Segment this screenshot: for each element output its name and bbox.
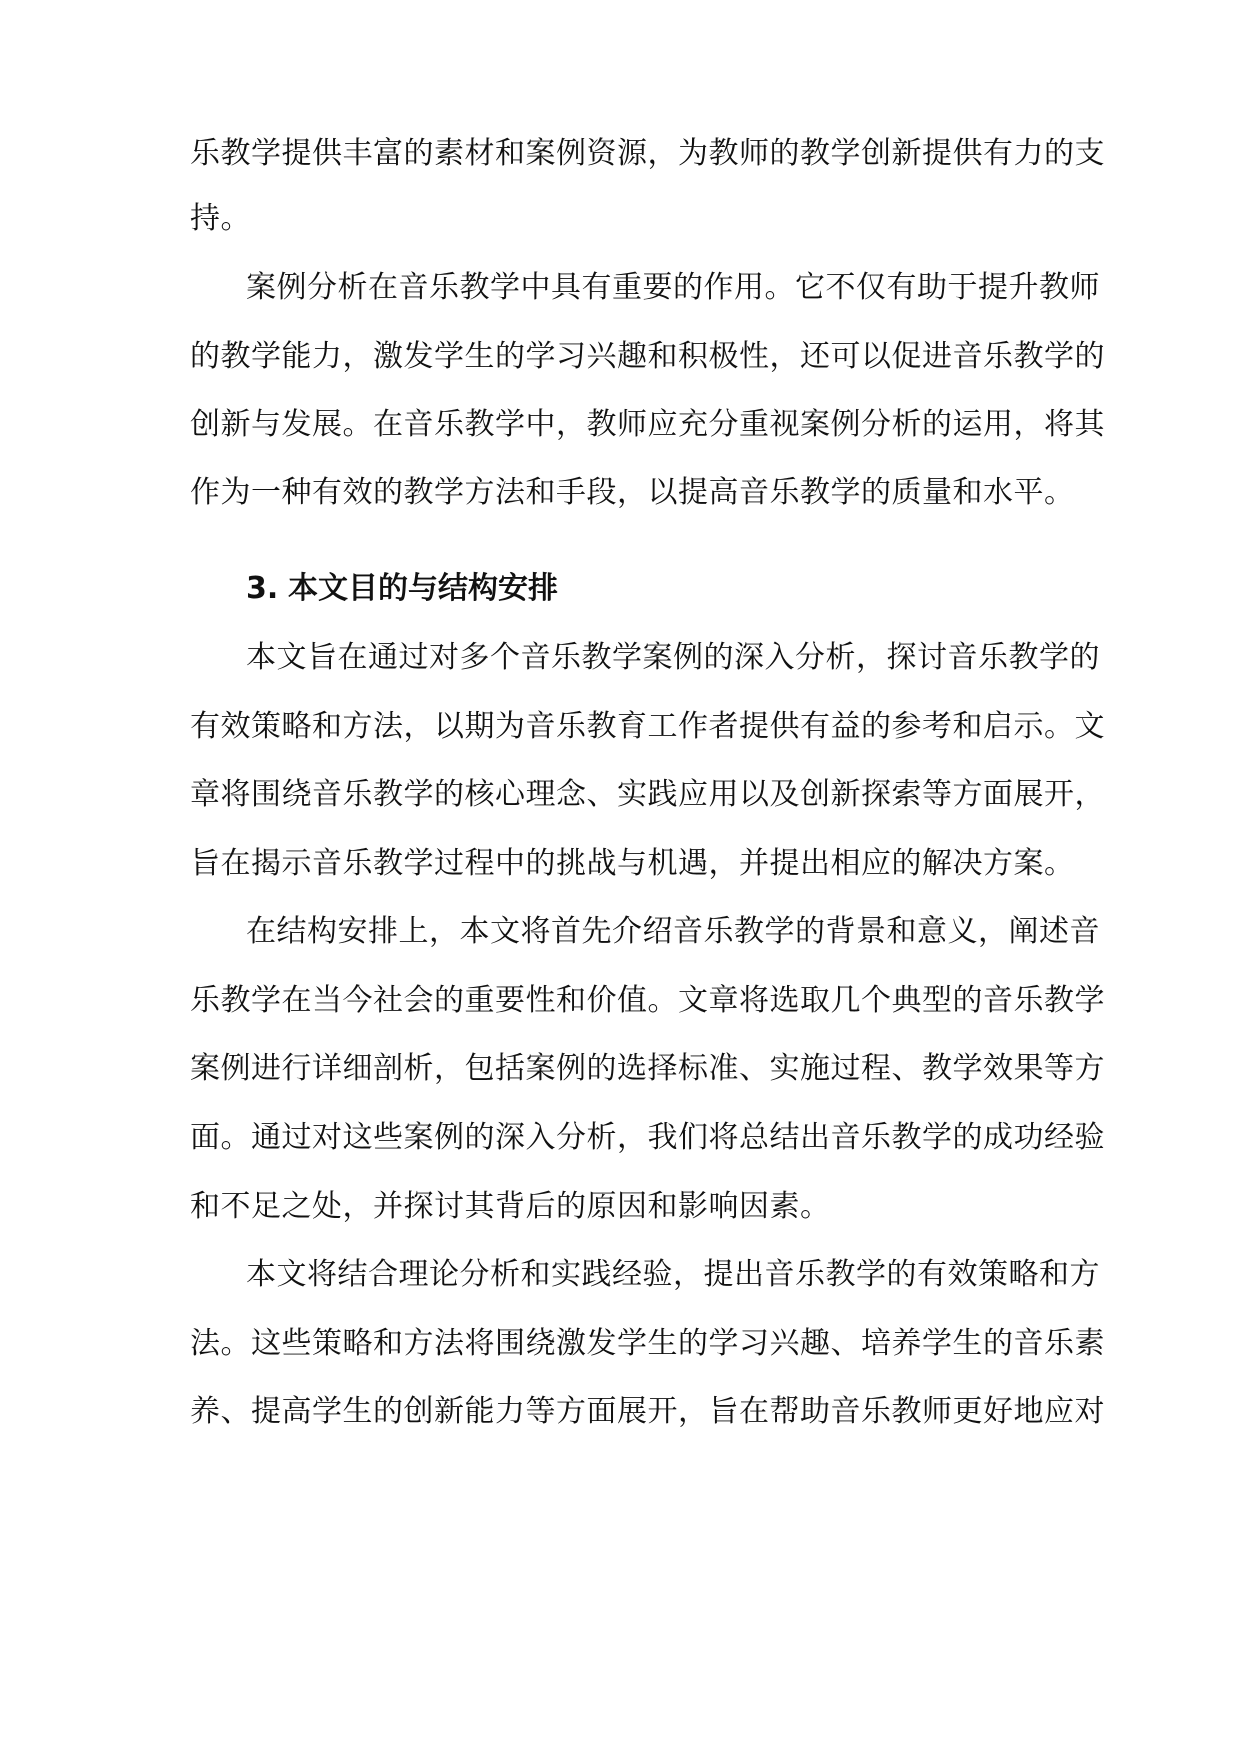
body-text-line: 法。这些策略和方法将围绕激发学生的学习兴趣、培养学生的音乐素 xyxy=(190,1326,1105,1361)
body-text-line: 案例进行详细剖析，包括案例的选择标准、实施过程、教学效果等方 xyxy=(190,1051,1105,1086)
body-text-line: 在结构安排上，本文将首先介绍音乐教学的背景和意义，阐述音 xyxy=(246,914,1100,949)
body-text-line: 本文将结合理论分析和实践经验，提出音乐教学的有效策略和方 xyxy=(246,1257,1100,1292)
body-text-line: 作为一种有效的教学方法和手段，以提高音乐教学的质量和水平。 xyxy=(190,475,1075,510)
body-text-line: 创新与发展。在音乐教学中，教师应充分重视案例分析的运用，将其 xyxy=(190,407,1105,442)
section-number: 3. xyxy=(246,571,279,606)
body-text-line: 面。通过对这些案例的深入分析，我们将总结出音乐教学的成功经验 xyxy=(190,1120,1105,1155)
body-text-line: 案例分析在音乐教学中具有重要的作用。它不仅有助于提升教师 xyxy=(246,270,1100,305)
body-text-line: 持。 xyxy=(190,201,251,236)
body-text-line: 有效策略和方法，以期为音乐教育工作者提供有益的参考和启示。文 xyxy=(190,709,1105,744)
body-text-line: 本文旨在通过对多个音乐教学案例的深入分析，探讨音乐教学的 xyxy=(246,640,1100,675)
section-heading xyxy=(246,569,558,609)
body-text-line: 乐教学提供丰富的素材和案例资源，为教师的教学创新提供有力的支 xyxy=(190,136,1105,171)
body-text-line: 乐教学在当今社会的重要性和价值。文章将选取几个典型的音乐教学 xyxy=(190,983,1105,1018)
body-text-line: 和不足之处，并探讨其背后的原因和影响因素。 xyxy=(190,1189,831,1224)
body-text-line: 章将围绕音乐教学的核心理念、实践应用以及创新探索等方面展开， xyxy=(190,777,1105,812)
body-text-line: 的教学能力，激发学生的学习兴趣和积极性，还可以促进音乐教学的 xyxy=(190,339,1105,374)
body-text-line: 养、提高学生的创新能力等方面展开，旨在帮助音乐教师更好地应对 xyxy=(190,1394,1105,1429)
section-title: 本文目的与结构安排 xyxy=(288,571,558,606)
body-text-line: 旨在揭示音乐教学过程中的挑战与机遇，并提出相应的解决方案。 xyxy=(190,846,1075,881)
